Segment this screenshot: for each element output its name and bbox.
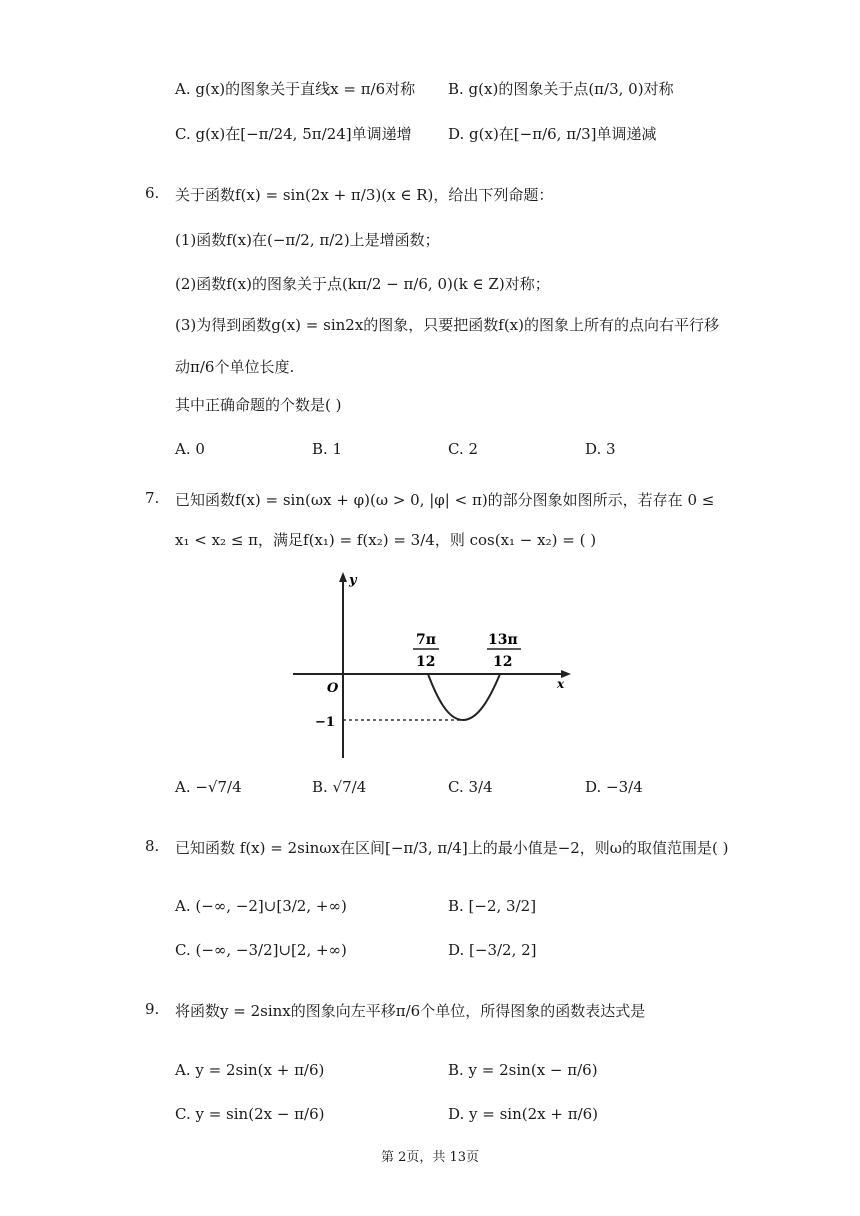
q6-proposition-1: (1)函数f(x)在(−π/2, π/2)上是增函数； <box>175 231 440 249</box>
page-footer: 第 2页，共 13页 <box>380 1150 480 1165</box>
y-axis-arrow <box>339 572 347 582</box>
q7-option-c: C. 3/4 <box>448 778 493 796</box>
q6-proposition-3-line2: 动π/6个单位长度. <box>175 358 295 376</box>
x-label-13pi-den: 12 <box>493 654 513 670</box>
q6-proposition-3-line1: (3)为得到函数g(x) = sin2x的图象，只要把函数f(x)的图象上所有的点向右平行移 <box>175 316 719 334</box>
q8-stem: 已知函数 f(x) = 2sinωx在区间[−π/3, π/4]上的最小值是−2，则ω的取值范围是( ) <box>175 839 729 857</box>
q5-option-b: B. g(x)的图象关于点(π/3, 0)对称 <box>448 80 674 98</box>
q9-option-d: D. y = sin(2x + π/6) <box>448 1105 599 1123</box>
q9-option-a: A. y = 2sin(x + π/6) <box>175 1061 325 1079</box>
q9-option-c: C. y = sin(2x − π/6) <box>175 1105 325 1123</box>
q7-option-a: A. −√7/4 <box>175 778 242 796</box>
q7-stem-line2: x₁ < x₂ ≤ π，满足f(x₁) = f(x₂) = 3/4，则 cos(x₁ − x₂) = ( ) <box>175 531 597 549</box>
q7-option-b: B. √7/4 <box>312 778 367 796</box>
x-label-7pi-num: 7π <box>416 632 436 648</box>
q9-option-b: B. y = 2sin(x − π/6) <box>448 1061 598 1079</box>
x-label-7pi-den: 12 <box>416 654 436 670</box>
q5-option-d: D. g(x)在[−π/6, π/3]单调递减 <box>448 125 657 143</box>
q6-proposition-2: (2)函数f(x)的图象关于点(kπ/2 − π/6, 0)(k ∈ Z)对称； <box>175 275 550 293</box>
q6-option-d: D. 3 <box>585 440 616 458</box>
q7-option-d: D. −3/4 <box>585 778 643 796</box>
q8-option-a: A. (−∞, −2]∪[3/2, +∞) <box>175 897 347 915</box>
x-label-13pi-num: 13π <box>488 632 518 648</box>
q6-number: 6. <box>145 184 160 202</box>
q9-stem: 将函数y = 2sinx的图象向左平移π/6个单位，所得图象的函数表达式是 <box>175 1002 646 1020</box>
sine-curve <box>428 674 500 720</box>
q6-option-a: A. 0 <box>175 440 205 458</box>
q6-stem: 关于函数f(x) = sin(2x + π/3)(x ∈ R)，给出下列命题： <box>175 186 554 204</box>
q8-option-c: C. (−∞, −3/2]∪[2, +∞) <box>175 941 347 959</box>
q8-number: 8. <box>145 837 160 855</box>
q6-option-c: C. 2 <box>448 440 479 458</box>
q7-number: 7. <box>145 489 160 507</box>
y-axis-label: y <box>349 573 357 588</box>
q8-option-d: D. [−3/2, 2] <box>448 941 537 959</box>
q6-question: 其中正确命题的个数是( ) <box>175 396 342 414</box>
q5-option-c: C. g(x)在[−π/24, 5π/24]单调递增 <box>175 125 412 143</box>
q7-stem-line1: 已知函数f(x) = sin(ωx + φ)(ω > 0, |φ| < π)的部分图象如图所示，若存在 0 ≤ <box>175 491 715 509</box>
q7-graph <box>285 568 585 763</box>
q5-option-a: A. g(x)的图象关于直线x = π/6对称 <box>175 80 416 98</box>
q8-option-b: B. [−2, 3/2] <box>448 897 537 915</box>
origin-label: O <box>327 681 339 696</box>
x-axis-label: x <box>557 677 565 691</box>
q9-number: 9. <box>145 1000 160 1018</box>
y-tick-minus-one: −1 <box>315 715 335 730</box>
q6-option-b: B. 1 <box>312 440 343 458</box>
